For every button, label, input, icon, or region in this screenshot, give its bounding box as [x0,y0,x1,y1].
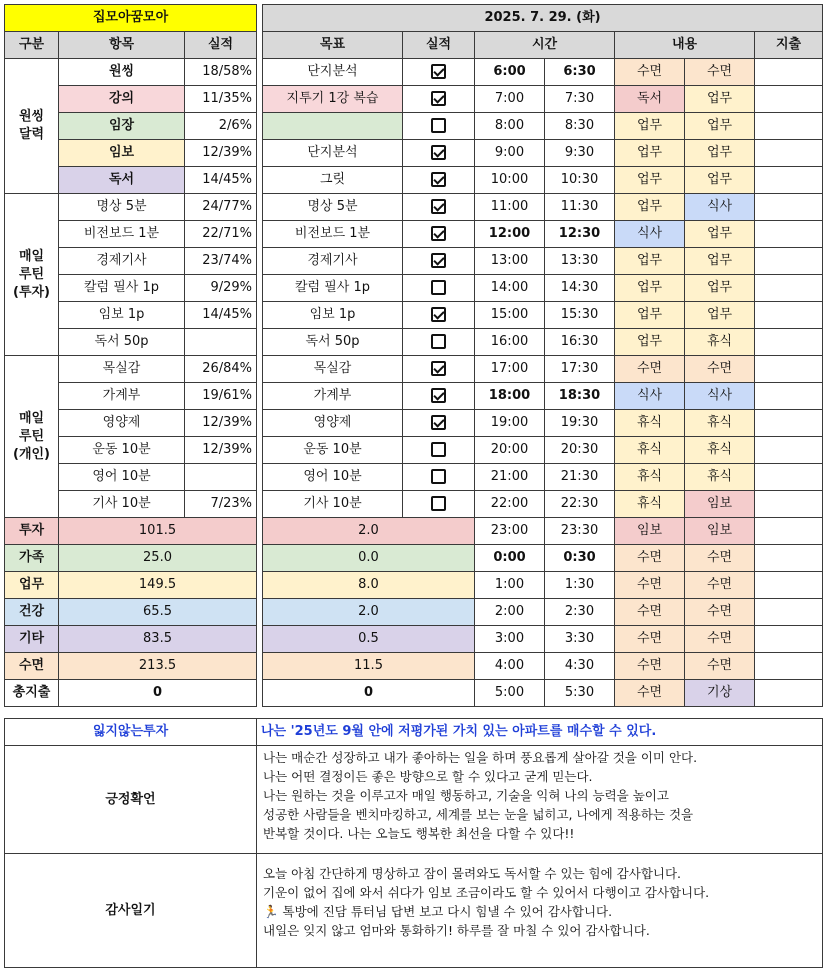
activity-first-half[interactable]: 식사 [615,383,685,410]
activity-second-half[interactable]: 임보 [685,491,755,518]
item-row [5,194,257,221]
activity-first-half[interactable]: 업무 [615,167,685,194]
item-result: 9/29% [185,275,257,302]
sheet-title: 집모아꿈모아 [5,5,257,32]
schedule-row [263,59,823,86]
item-name: 칼럼 필사 1p [59,275,185,302]
item-result: 7/23% [185,491,257,518]
activity-second-half[interactable]: 수면 [685,653,755,680]
activity-second-half[interactable]: 수면 [685,356,755,383]
item-result: 12/39% [185,140,257,167]
time-start: 23:00 [475,518,545,545]
goal-check-cell [403,194,475,221]
time-start: 6:00 [475,59,545,86]
activity-second-half[interactable]: 휴식 [685,329,755,356]
col-check-header: 실적 [403,32,475,59]
expense-cell[interactable] [755,140,823,167]
time-start: 19:00 [475,410,545,437]
time-start: 20:00 [475,437,545,464]
goal-check-cell [403,410,475,437]
time-end: 0:30 [545,545,615,572]
activity-first-half[interactable]: 업무 [615,194,685,221]
activity-second-half[interactable]: 식사 [685,383,755,410]
item-row [5,356,257,383]
activity-second-half[interactable]: 업무 [685,302,755,329]
expense-cell[interactable] [755,491,823,518]
item-name: 독서 [59,167,185,194]
expense-cell[interactable] [755,680,823,707]
goal-check-cell [403,248,475,275]
col-result-header: 실적 [185,32,257,59]
expense-cell[interactable] [755,329,823,356]
goal-cell: 목실감 [263,356,403,383]
item-result: 2/6% [185,113,257,140]
affirmation-text: 나는 매순간 성장하고 내가 좋아하는 일을 하며 풍요롭게 살아갈 것을 이미 안다. 나는 어떤 결정이든 좋은 방향으로 할 수 있다고 굳게 믿는다. 나는 원하는 것을 이루고자 매일 행동하고, 기술을 익혀 나의 능력을 높이고 성공한 사람들을 벤치마킹하고, 세계를 보는 눈을 넓히고, 나에게 적용하는 것을 반복할 것이다. 나는 오늘도 행복한 최선을 다할 수 있다!! [257,746,823,854]
activity-first-half[interactable]: 수면 [615,599,685,626]
item-result: 26/84% [185,356,257,383]
group-label-g2: 매일 루틴 (투자) [5,194,59,356]
goal-checkbox[interactable] [431,64,446,79]
item-name: 운동 10분 [59,437,185,464]
affirmation-label: 긍정확언 [5,746,257,854]
activity-first-half[interactable]: 수면 [615,356,685,383]
schedule-row [263,410,823,437]
item-result: 18/58% [185,59,257,86]
goal-check-cell [403,464,475,491]
time-start: 11:00 [475,194,545,221]
goal-cell: 명상 5분 [263,194,403,221]
goal-cell: 칼럼 필사 1p [263,275,403,302]
summary-label: 총지출 [5,680,59,707]
activity-first-half[interactable]: 수면 [615,626,685,653]
schedule-row [263,167,823,194]
time-start: 17:00 [475,356,545,383]
time-start: 15:00 [475,302,545,329]
time-end: 1:30 [545,572,615,599]
expense-cell[interactable] [755,59,823,86]
activity-first-half[interactable]: 휴식 [615,491,685,518]
goal-checkbox[interactable] [431,118,446,133]
slogan-text: 나는 '25년도 9월 안에 저평가된 가치 있는 아파트를 매수할 수 있다. [257,719,823,746]
expense-cell[interactable] [755,599,823,626]
time-end: 22:30 [545,491,615,518]
goal-check-cell [403,383,475,410]
summary-row [5,653,257,680]
goal-checkbox[interactable] [431,199,446,214]
goal-checkbox[interactable] [431,253,446,268]
activity-second-half[interactable]: 식사 [685,194,755,221]
item-name: 원씽 [59,59,185,86]
goal-cell: 임보 1p [263,302,403,329]
activity-first-half[interactable]: 휴식 [615,437,685,464]
time-end: 19:30 [545,410,615,437]
item-name: 강의 [59,86,185,113]
item-name: 경제기사 [59,248,185,275]
summary-row [5,545,257,572]
item-name: 명상 5분 [59,194,185,221]
goal-checkbox[interactable] [431,469,446,484]
goal-checkbox[interactable] [431,334,446,349]
goal-cell: 지투기 1강 복습 [263,86,403,113]
goal-cell: 단지분석 [263,59,403,86]
time-end: 20:30 [545,437,615,464]
item-result: 23/74% [185,248,257,275]
goal-cell: 경제기사 [263,248,403,275]
goal-check-cell [403,140,475,167]
activity-first-half[interactable]: 업무 [615,140,685,167]
time-end: 3:30 [545,626,615,653]
item-row [5,59,257,86]
schedule-row [263,518,823,545]
expense-cell[interactable] [755,437,823,464]
summary-label: 수면 [5,653,59,680]
time-end: 14:30 [545,275,615,302]
activity-first-half[interactable]: 수면 [615,572,685,599]
goal-checkbox[interactable] [431,415,446,430]
col-category-header: 구분 [5,32,59,59]
expense-cell[interactable] [755,410,823,437]
item-name: 가계부 [59,383,185,410]
goal-check-cell [403,302,475,329]
activity-second-half[interactable]: 수면 [685,59,755,86]
goal-cell: 영양제 [263,410,403,437]
col-item-header: 항목 [59,32,185,59]
activity-second-half[interactable]: 휴식 [685,410,755,437]
item-result: 12/39% [185,410,257,437]
time-start: 7:00 [475,86,545,113]
summary-today: 11.5 [263,653,475,680]
activity-second-half[interactable]: 수면 [685,545,755,572]
daily-schedule-table [262,4,823,707]
time-start: 12:00 [475,221,545,248]
schedule-row [263,329,823,356]
goal-check-cell [403,356,475,383]
col-expense-header: 지출 [755,32,823,59]
summary-label: 기타 [5,626,59,653]
time-start: 13:00 [475,248,545,275]
activity-second-half[interactable]: 수면 [685,599,755,626]
summary-total: 83.5 [59,626,257,653]
schedule-row [263,275,823,302]
expense-cell[interactable] [755,572,823,599]
activity-first-half[interactable]: 수면 [615,59,685,86]
expense-cell[interactable] [755,275,823,302]
schedule-row [263,545,823,572]
goal-check-cell [403,86,475,113]
item-name: 독서 50p [59,329,185,356]
expense-cell[interactable] [755,248,823,275]
item-name: 영어 10분 [59,464,185,491]
activity-first-half[interactable]: 수면 [615,680,685,707]
time-end: 15:30 [545,302,615,329]
schedule-row [263,491,823,518]
goal-check-cell [403,275,475,302]
goal-cell: 운동 10분 [263,437,403,464]
schedule-row [263,113,823,140]
item-result [185,464,257,491]
time-start: 0:00 [475,545,545,572]
summary-row [5,680,257,707]
activity-second-half[interactable]: 업무 [685,140,755,167]
activity-first-half[interactable]: 수면 [615,545,685,572]
goal-checkbox[interactable] [431,91,446,106]
goal-checkbox[interactable] [431,172,446,187]
summary-total: 149.5 [59,572,257,599]
date-header: 2025. 7. 29. (화) [263,5,823,32]
schedule-row [263,86,823,113]
goal-cell [263,113,403,140]
goal-cell: 기사 10분 [263,491,403,518]
activity-second-half[interactable]: 업무 [685,275,755,302]
goal-checkbox[interactable] [431,307,446,322]
time-end: 23:30 [545,518,615,545]
item-name: 영양제 [59,410,185,437]
item-result [185,329,257,356]
summary-total: 0 [59,680,257,707]
goal-cell: 비전보드 1분 [263,221,403,248]
schedule-row [263,653,823,680]
item-name: 임보 1p [59,302,185,329]
time-end: 11:30 [545,194,615,221]
expense-cell[interactable] [755,113,823,140]
time-start: 2:00 [475,599,545,626]
item-name: 비전보드 1분 [59,221,185,248]
item-name: 임보 [59,140,185,167]
time-end: 9:30 [545,140,615,167]
activity-second-half[interactable]: 업무 [685,167,755,194]
summary-total: 101.5 [59,518,257,545]
item-result: 19/61% [185,383,257,410]
schedule-row [263,437,823,464]
group-label-g1: 원씽 달력 [5,59,59,194]
time-start: 18:00 [475,383,545,410]
expense-cell[interactable] [755,545,823,572]
time-end: 16:30 [545,329,615,356]
activity-first-half[interactable]: 휴식 [615,410,685,437]
item-name: 목실감 [59,356,185,383]
time-start: 4:00 [475,653,545,680]
activity-second-half[interactable]: 기상 [685,680,755,707]
summary-row [5,599,257,626]
goal-checkbox[interactable] [431,226,446,241]
col-time-header: 시간 [475,32,615,59]
item-name: 임장 [59,113,185,140]
time-end: 6:30 [545,59,615,86]
goal-cell: 그릿 [263,167,403,194]
activity-second-half[interactable]: 업무 [685,113,755,140]
activity-second-half[interactable]: 휴식 [685,437,755,464]
schedule-row [263,140,823,167]
summary-today: 0.5 [263,626,475,653]
left-summary-table [4,4,257,707]
activity-first-half[interactable]: 업무 [615,113,685,140]
time-start: 10:00 [475,167,545,194]
goal-checkbox[interactable] [431,388,446,403]
expense-cell[interactable] [755,221,823,248]
summary-row [5,626,257,653]
time-end: 4:30 [545,653,615,680]
activity-first-half[interactable]: 업무 [615,275,685,302]
schedule-row [263,680,823,707]
time-end: 8:30 [545,113,615,140]
time-start: 1:00 [475,572,545,599]
activity-first-half[interactable]: 식사 [615,221,685,248]
goal-checkbox[interactable] [431,442,446,457]
goal-cell: 영어 10분 [263,464,403,491]
time-end: 12:30 [545,221,615,248]
summary-label: 업무 [5,572,59,599]
activity-first-half[interactable]: 임보 [615,518,685,545]
goal-checkbox[interactable] [431,361,446,376]
expense-cell[interactable] [755,626,823,653]
expense-cell[interactable] [755,653,823,680]
time-end: 17:30 [545,356,615,383]
summary-total: 213.5 [59,653,257,680]
time-start: 8:00 [475,113,545,140]
time-end: 5:30 [545,680,615,707]
expense-cell[interactable] [755,464,823,491]
item-result: 14/45% [185,302,257,329]
item-result: 24/77% [185,194,257,221]
schedule-row [263,248,823,275]
col-content-header: 내용 [615,32,755,59]
expense-cell[interactable] [755,383,823,410]
summary-today: 0 [263,680,475,707]
goal-check-cell [403,113,475,140]
schedule-row [263,383,823,410]
expense-cell[interactable] [755,86,823,113]
goal-check-cell [403,59,475,86]
goal-checkbox[interactable] [431,145,446,160]
time-end: 10:30 [545,167,615,194]
goal-check-cell [403,221,475,248]
summary-label: 투자 [5,518,59,545]
expense-cell[interactable] [755,167,823,194]
goal-check-cell [403,437,475,464]
time-end: 2:30 [545,599,615,626]
activity-second-half[interactable]: 업무 [685,248,755,275]
summary-row [5,518,257,545]
summary-today: 2.0 [263,599,475,626]
activity-first-half[interactable]: 휴식 [615,464,685,491]
activity-first-half[interactable]: 업무 [615,248,685,275]
activity-second-half[interactable]: 업무 [685,221,755,248]
goal-cell: 가계부 [263,383,403,410]
summary-today: 0.0 [263,545,475,572]
item-name: 기사 10분 [59,491,185,518]
expense-cell[interactable] [755,356,823,383]
footer-table [4,718,823,968]
activity-second-half[interactable]: 휴식 [685,464,755,491]
item-result: 14/45% [185,167,257,194]
activity-first-half[interactable]: 독서 [615,86,685,113]
activity-second-half[interactable]: 수면 [685,626,755,653]
goal-checkbox[interactable] [431,280,446,295]
summary-label: 건강 [5,599,59,626]
goal-check-cell [403,491,475,518]
time-start: 3:00 [475,626,545,653]
time-end: 18:30 [545,383,615,410]
time-end: 7:30 [545,86,615,113]
time-start: 21:00 [475,464,545,491]
time-start: 22:00 [475,491,545,518]
summary-row [5,572,257,599]
schedule-row [263,302,823,329]
time-end: 21:30 [545,464,615,491]
summary-today: 8.0 [263,572,475,599]
time-start: 14:00 [475,275,545,302]
summary-today: 2.0 [263,518,475,545]
schedule-row [263,572,823,599]
schedule-row [263,599,823,626]
gratitude-label: 감사일기 [5,854,257,968]
goal-cell: 독서 50p [263,329,403,356]
expense-cell[interactable] [755,194,823,221]
goal-checkbox[interactable] [431,496,446,511]
schedule-row [263,221,823,248]
expense-cell[interactable] [755,302,823,329]
time-end: 13:30 [545,248,615,275]
time-start: 5:00 [475,680,545,707]
col-goal-header: 목표 [263,32,403,59]
slogan-label: 잃지않는투자 [5,719,257,746]
item-result: 11/35% [185,86,257,113]
schedule-row [263,194,823,221]
gratitude-text: 오늘 아침 간단하게 명상하고 잠이 몰려와도 독서할 수 있는 힘에 감사합니다. 기운이 없어 집에 와서 쉬다가 임보 조금이라도 할 수 있어서 다행이고 감사합니다. 🏃 톡방에 진담 튜터님 답변 보고 다시 힘낼 수 있어 감사합니다. 내일은 잊지 않고 엄마와 통화하기! 하루를 잘 마칠 수 있어 감사합니다. [257,854,823,968]
item-result: 22/71% [185,221,257,248]
goal-check-cell [403,329,475,356]
summary-label: 가족 [5,545,59,572]
summary-total: 65.5 [59,599,257,626]
activity-second-half[interactable]: 임보 [685,518,755,545]
activity-first-half[interactable]: 업무 [615,329,685,356]
time-start: 16:00 [475,329,545,356]
schedule-row [263,464,823,491]
schedule-row [263,356,823,383]
activity-second-half[interactable]: 수면 [685,572,755,599]
goal-check-cell [403,167,475,194]
summary-total: 25.0 [59,545,257,572]
group-label-g3: 매일 루틴 (개인) [5,356,59,518]
schedule-row [263,626,823,653]
activity-second-half[interactable]: 업무 [685,86,755,113]
activity-first-half[interactable]: 업무 [615,302,685,329]
expense-cell[interactable] [755,518,823,545]
item-result: 12/39% [185,437,257,464]
goal-cell: 단지분석 [263,140,403,167]
activity-first-half[interactable]: 수면 [615,653,685,680]
time-start: 9:00 [475,140,545,167]
